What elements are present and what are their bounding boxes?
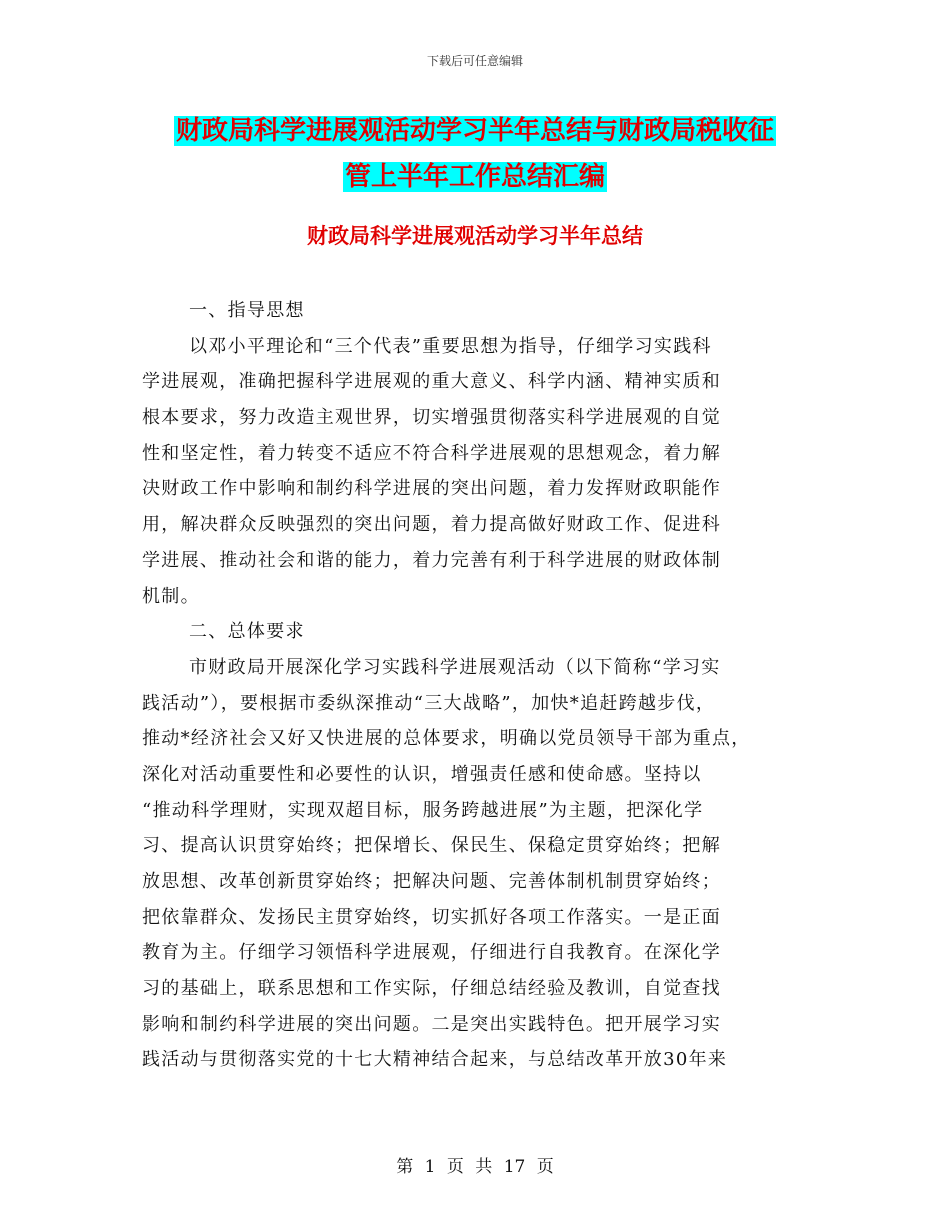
paragraph-line: “推动科学理财，实现双超目标，服务跨越进展”为主题，把深化学	[142, 799, 704, 821]
paragraph-line: 习、提高认识贯穿始终；把保增长、保民生、保稳定贯穿始终；把解	[142, 835, 721, 857]
paragraph-line: 学进展观，准确把握科学进展观的重大意义、科学内涵、精神实质和	[142, 371, 721, 393]
paragraph-line: 把依靠群众、发扬民主贯穿始终，切实抓好各项工作落实。一是正面	[142, 906, 721, 928]
paragraph-line: 市财政局开展深化学习实践科学进展观活动（以下简称“学习实	[189, 656, 721, 678]
page-footer: 第 1 页 共 17 页	[396, 1157, 554, 1177]
paragraph-line: 根本要求，努力改造主观世界，切实增强贯彻落实科学进展观的自觉	[142, 407, 721, 429]
paragraph-line: 推动*经济社会又好又快进展的总体要求，明确以党员领导干部为重点，	[142, 728, 751, 750]
paragraph-line: 机制。	[142, 585, 200, 607]
paragraph-line: 放思想、改革创新贯穿始终；把解决问题、完善体制机制贯穿始终；	[142, 871, 721, 892]
paragraph-line: 性和坚定性，着力转变不适应不符合科学进展观的思想观念，着力解	[142, 442, 721, 464]
title-line-2: 管上半年工作总结汇编	[344, 162, 605, 192]
paragraph-line: 深化对活动重要性和必要性的认识，增强责任感和使命感。坚持以	[142, 763, 702, 785]
paragraph-line: 决财政工作中影响和制约科学进展的突出问题，着力发挥财政职能作	[142, 478, 721, 500]
section-title: 财政局科学进展观活动学习半年总结	[307, 224, 643, 248]
paragraph-line: 践活动与贯彻落实党的十七大精神结合起来，与总结改革开放30年来	[142, 1049, 728, 1071]
document-title	[0, 108, 950, 200]
heading-guiding-thought: 一、指导思想	[189, 300, 305, 321]
title-line-1: 财政局科学进展观活动学习半年总结与财政局税收征	[175, 116, 774, 146]
paragraph-line: 用，解决群众反映强烈的突出问题，着力提高做好财政工作、促进科	[142, 514, 721, 536]
paragraph-line: 习的基础上，联系思想和工作实际，仔细总结经验及教训，自觉查找	[142, 978, 721, 1000]
paragraph-line: 以邓小平理论和“三个代表”重要思想为指导，仔细学习实践科	[189, 335, 712, 357]
header-note: 下载后可任意编辑	[426, 54, 523, 68]
paragraph-line: 践活动”），要根据市委纵深推动“三大战略”，加快*追赶跨越步伐，	[142, 692, 716, 714]
paragraph-line: 影响和制约科学进展的突出问题。二是突出实践特色。把开展学习实	[142, 1013, 721, 1035]
heading-overall-requirements: 二、总体要求	[189, 621, 305, 643]
paragraph-line: 教育为主。仔细学习领悟科学进展观，仔细进行自我教育。在深化学	[142, 942, 721, 964]
body-text	[142, 293, 808, 1078]
paragraph-line: 学进展、推动社会和谐的能力，着力完善有利于科学进展的财政体制	[142, 549, 721, 571]
